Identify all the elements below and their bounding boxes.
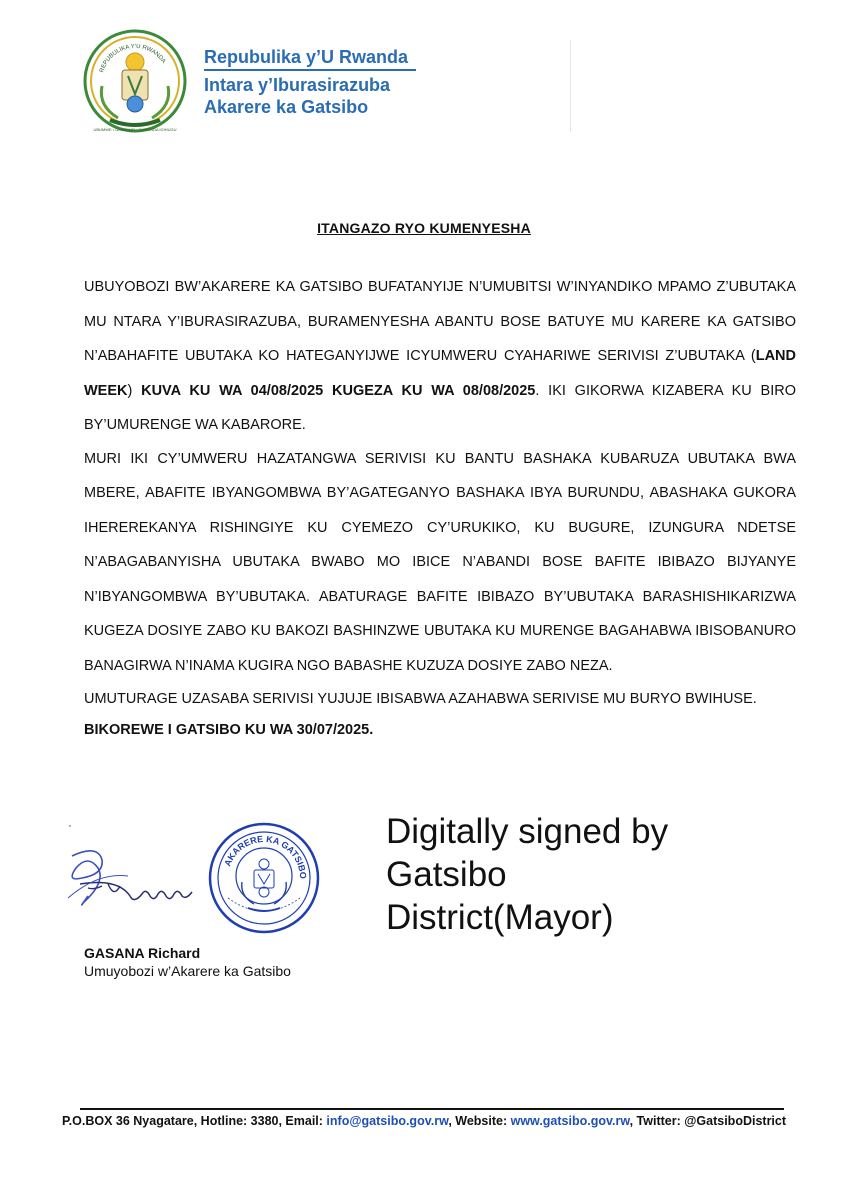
footer-email-link[interactable]: info@gatsibo.gov.rw (326, 1114, 449, 1128)
paragraph-run-bold: LAND WEEK (84, 348, 796, 399)
svg-text:REPUBULIKA Y'U RWANDA: REPUBULIKA Y'U RWANDA (99, 43, 167, 74)
signer-title: Umuyobozi w’Akarere ka Gatsibo (84, 963, 291, 979)
letterhead-divider (204, 69, 416, 71)
rwanda-coat-of-arms-icon (80, 26, 190, 136)
letterhead (204, 46, 416, 118)
footer-contact (0, 1114, 848, 1128)
document-body (84, 270, 796, 740)
done-at-date: BIKOREWE I GATSIBO KU WA 30/07/2025. (84, 721, 374, 738)
document-title: ITANGAZO RYO KUMENYESHA (317, 220, 531, 236)
footer-divider (80, 1108, 784, 1110)
signer-name: GASANA Richard (84, 945, 201, 961)
footer-website-label: , Website: (448, 1114, 511, 1128)
header-divider (570, 40, 571, 132)
paragraph-announcement (84, 270, 796, 443)
footer-website-link[interactable]: www.gatsibo.gov.rw (510, 1114, 630, 1128)
district-name: Akarere ka Gatsibo (204, 97, 369, 117)
paragraph-run: ) (127, 382, 142, 399)
digital-signature-text: Digitally signed by Gatsibo District(Mayor) (386, 812, 669, 937)
paragraph-run: . IKI GIKORWA KIZABERA KU BIRO BY’UMURENGE WA KABARORE. (84, 382, 796, 433)
country-name: Repubulika y’U Rwanda (204, 47, 409, 67)
svg-text:AKARERE KA GATSIBO: AKARERE KA GATSIBO (222, 833, 309, 880)
svg-text:UBUMWE • UMURIMO • GUKUNDA IGI: UBUMWE • UMURIMO • GUKUNDA IGIHUGU (93, 127, 177, 132)
footer-address: P.O.BOX 36 Nyagatare, Hotline: 3380, Email: (61, 1114, 327, 1128)
province-name: Intara y’Iburasirazuba (204, 75, 391, 95)
paragraph-services: MURI IKI CY’UMWERU HAZATANGWA SERIVISI KU BANTU BASHAKA KUBARUZA UBUTAKA BWA MBERE, ABAFITE IBYANGOMBWA BY’AGATEGANYO BASHAKA IBYA BURUNDU, ABASHAKA GUKORA IHEREREKANYA RISHINGIYE KU CYEMEZO CY’URUKIKO, KU BUGURE, IZUNGURA NDETSE N’ABAGABANYISHA UBUTAKA BWABO MO IBICE N’ABANDI BOSE BAFITE IBIBAZO BIJYANYE N’IBYANGOMBWA BY’UBUTAKA. ABATURAGE BAFITE IBIBAZO BY’UBUTAKA BARASHISHIKARIZWA KUGEZA DOSIYE ZABO KU BAKOZI BASHINZWE UBUTAKA KU MURENGE BAGAHABWA IBISOBANURO BANAGIRWA N’INAMA KUGIRA NGO BABASHE KUZUZA DOSIYE ZABO NEZA. (84, 450, 796, 674)
paragraph-run-bold: KUVA KU WA 04/08/2025 KUGEZA KU WA 08/08/2025 (141, 382, 536, 399)
paragraph-run: UBUYOBOZI BW’AKARERE KA GATSIBO BUFATANYIJE N’UMUBITSI W’INYANDIKO MPAMO Z’UBUTAKA MU NTARA Y’IBURASIRAZUBA, BURAMENYESHA ABANTU BOSE BATUYE MU KARERE KA GATSIBO N’ABAHAFITE UBUTAKA KO HATEGANYIJWE ICYUMWERU CYAHARIWE SERIVISI Z’UBUTAKA ( (84, 279, 796, 364)
footer-twitter: , Twitter: @GatsiboDistrict (629, 1114, 787, 1128)
handwritten-signature-icon (58, 838, 198, 928)
paragraph-fast-service: UMUTURAGE UZASABA SERIVISI YUJUJE IBISABWA AZAHABWA SERIVISE MU BURYO BWIHUSE. (84, 691, 757, 707)
scan-mark-icon (66, 822, 74, 830)
district-stamp-icon (206, 820, 322, 936)
